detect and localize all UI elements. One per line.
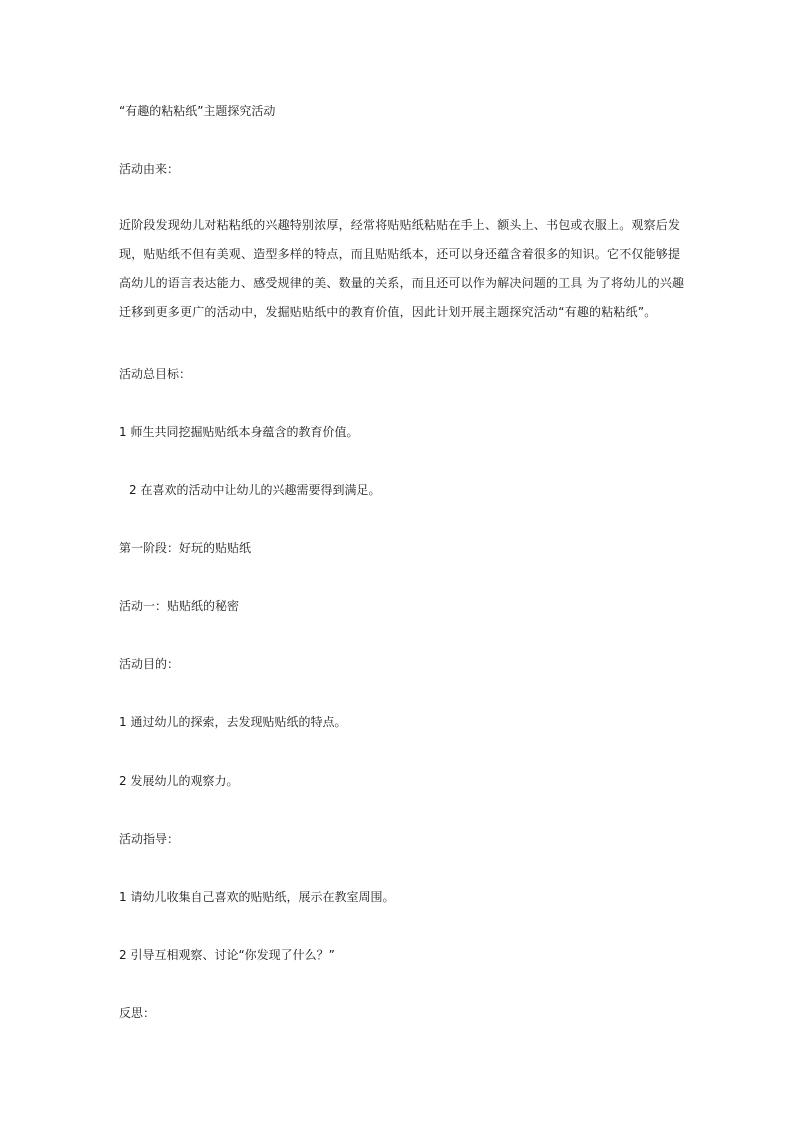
guide-item-2: 2 引导互相观察、讨论“你发现了什么？” [119,948,335,962]
stage-1-heading: 第一阶段：好玩的贴贴纸 [119,541,252,555]
guide-item-1: 1 请幼儿收集自己喜欢的贴贴纸，展示在教室周围。 [119,890,395,904]
purpose-heading: 活动目的： [119,657,180,671]
origin-line-3: 高幼儿的语言表达能力、感受规律的美、数量的关系，而且还可以作为解决问题的工具 为了将幼儿的兴趣 [119,276,685,290]
goals-heading: 活动总目标： [119,367,192,381]
reflection-heading: 反思： [119,1006,156,1020]
origin-line-2: 现，贴贴纸不但有美观、造型多样的特点，而且贴贴纸本，还可以身还蕴含着很多的知识。它不仅能够提 [119,247,681,261]
activity-1-heading: 活动一：贴贴纸的秘密 [119,599,240,613]
origin-line-4: 迁移到更多更广的活动中，发掘贴贴纸中的教育价值，因此计划开展主题探究活动“有趣的粘粘纸”。 [119,305,657,319]
purpose-item-2: 2 发展幼儿的观察力。 [119,774,239,788]
origin-line-1: 近阶段发现幼儿对粘粘纸的兴趣特别浓厚，经常将贴贴纸粘贴在手上、额头上、书包或衣服上。观察后发 [119,218,681,232]
goal-item-2: 2 在喜欢的活动中让幼儿的兴趣需要得到满足。 [129,483,381,497]
purpose-item-1: 1 通过幼儿的探索，去发现贴贴纸的特点。 [119,715,347,729]
goal-item-1: 1 师生共同挖掘贴贴纸本身蕴含的教育价值。 [119,425,359,439]
origin-heading: 活动由来： [119,162,180,176]
guide-heading: 活动指导： [119,832,180,846]
document-title: “有趣的粘粘纸”主题探究活动 [119,104,276,118]
origin-paragraph [119,211,685,327]
